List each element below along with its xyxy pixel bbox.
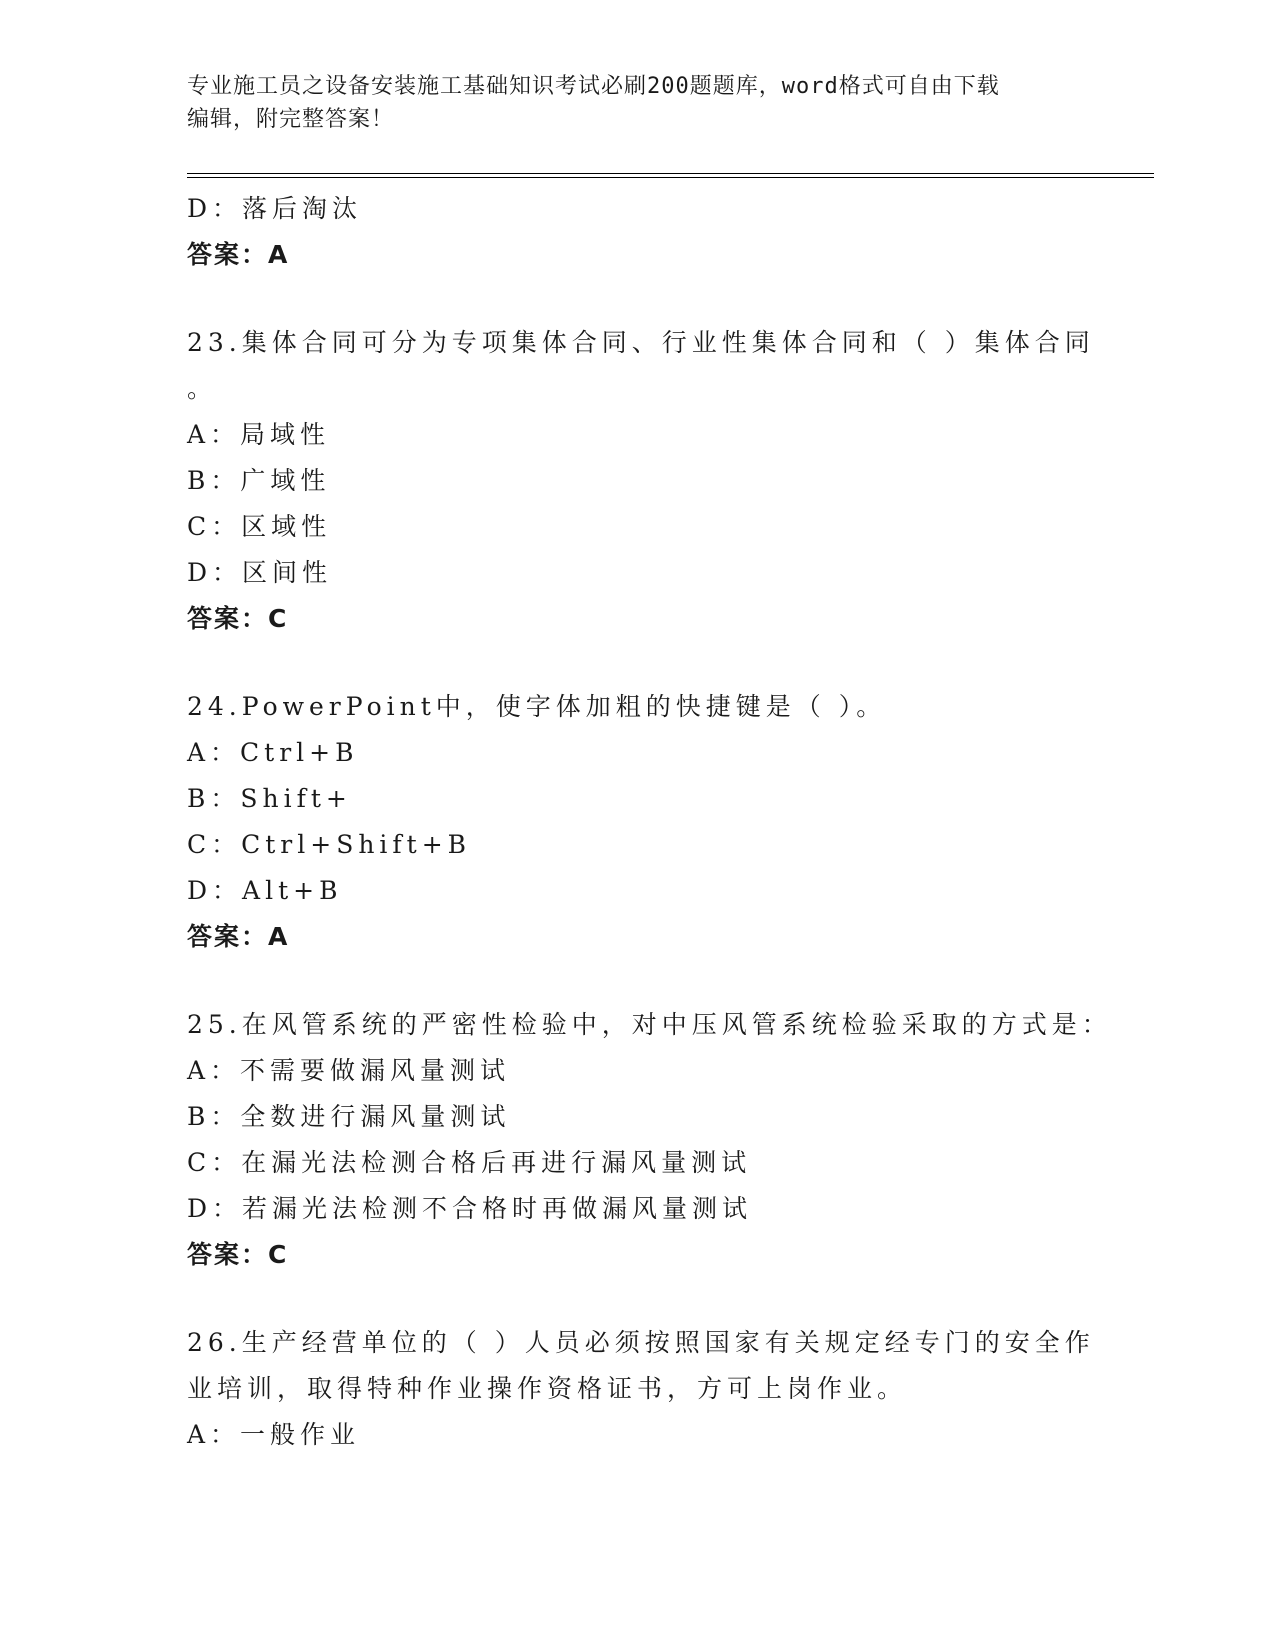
question-26 [187,1320,1095,1458]
question-stem: 26.生产经营单位的（ ）人员必须按照国家有关规定经专门的安全作 [187,1328,1095,1357]
question-stem-cont: 。 [187,374,218,403]
question-23 [187,320,1095,642]
answer-line: 答案：C [187,1240,289,1269]
question-24 [187,684,1067,960]
question-stem: 25.在风管系统的严密性检验中，对中压风管系统检验采取的方式是： [187,1010,1112,1039]
question-stem-cont: 业培训，取得特种作业操作资格证书，方可上岗作业。 [187,1374,908,1403]
question-stem: 24.PowerPoint中，使字体加粗的快捷键是（ ）。 [187,692,887,721]
option-a: A：局域性 [187,420,331,449]
option-b: B：Shift+ [187,784,352,813]
option-d: D：区间性 [187,558,333,587]
header-divider-top [187,173,1154,174]
option-c: C：在漏光法检测合格后再进行漏风量测试 [187,1148,752,1177]
option-a: A：Ctrl+B [187,738,359,767]
document-header [187,70,1067,136]
header-divider-bottom [187,177,1154,178]
answer-line: 答案：C [187,604,289,633]
answer-line: 答案：A [187,922,290,951]
option-c: C：区域性 [187,512,332,541]
question-25 [187,1002,1112,1278]
option-d: D：若漏光法检测不合格时再做漏风量测试 [187,1194,753,1223]
option-a: A：不需要做漏风量测试 [187,1056,511,1085]
header-line-1: 专业施工员之设备安装施工基础知识考试必刷200题题库，word格式可自由下载 [187,74,1000,99]
answer-line: 答案：A [187,240,290,269]
question-list [187,186,1112,1458]
question-stem: 23.集体合同可分为专项集体合同、行业性集体合同和（ ）集体合同 [187,328,1095,357]
option-a: A：一般作业 [187,1420,361,1449]
option-b: B：全数进行漏风量测试 [187,1102,511,1131]
option-d: D：落后淘汰 [187,194,363,223]
option-b: B：广域性 [187,466,331,495]
option-d: D：Alt+B [187,876,343,905]
header-line-2: 编辑，附完整答案！ [187,107,395,132]
option-c: C：Ctrl+Shift+B [187,830,472,859]
